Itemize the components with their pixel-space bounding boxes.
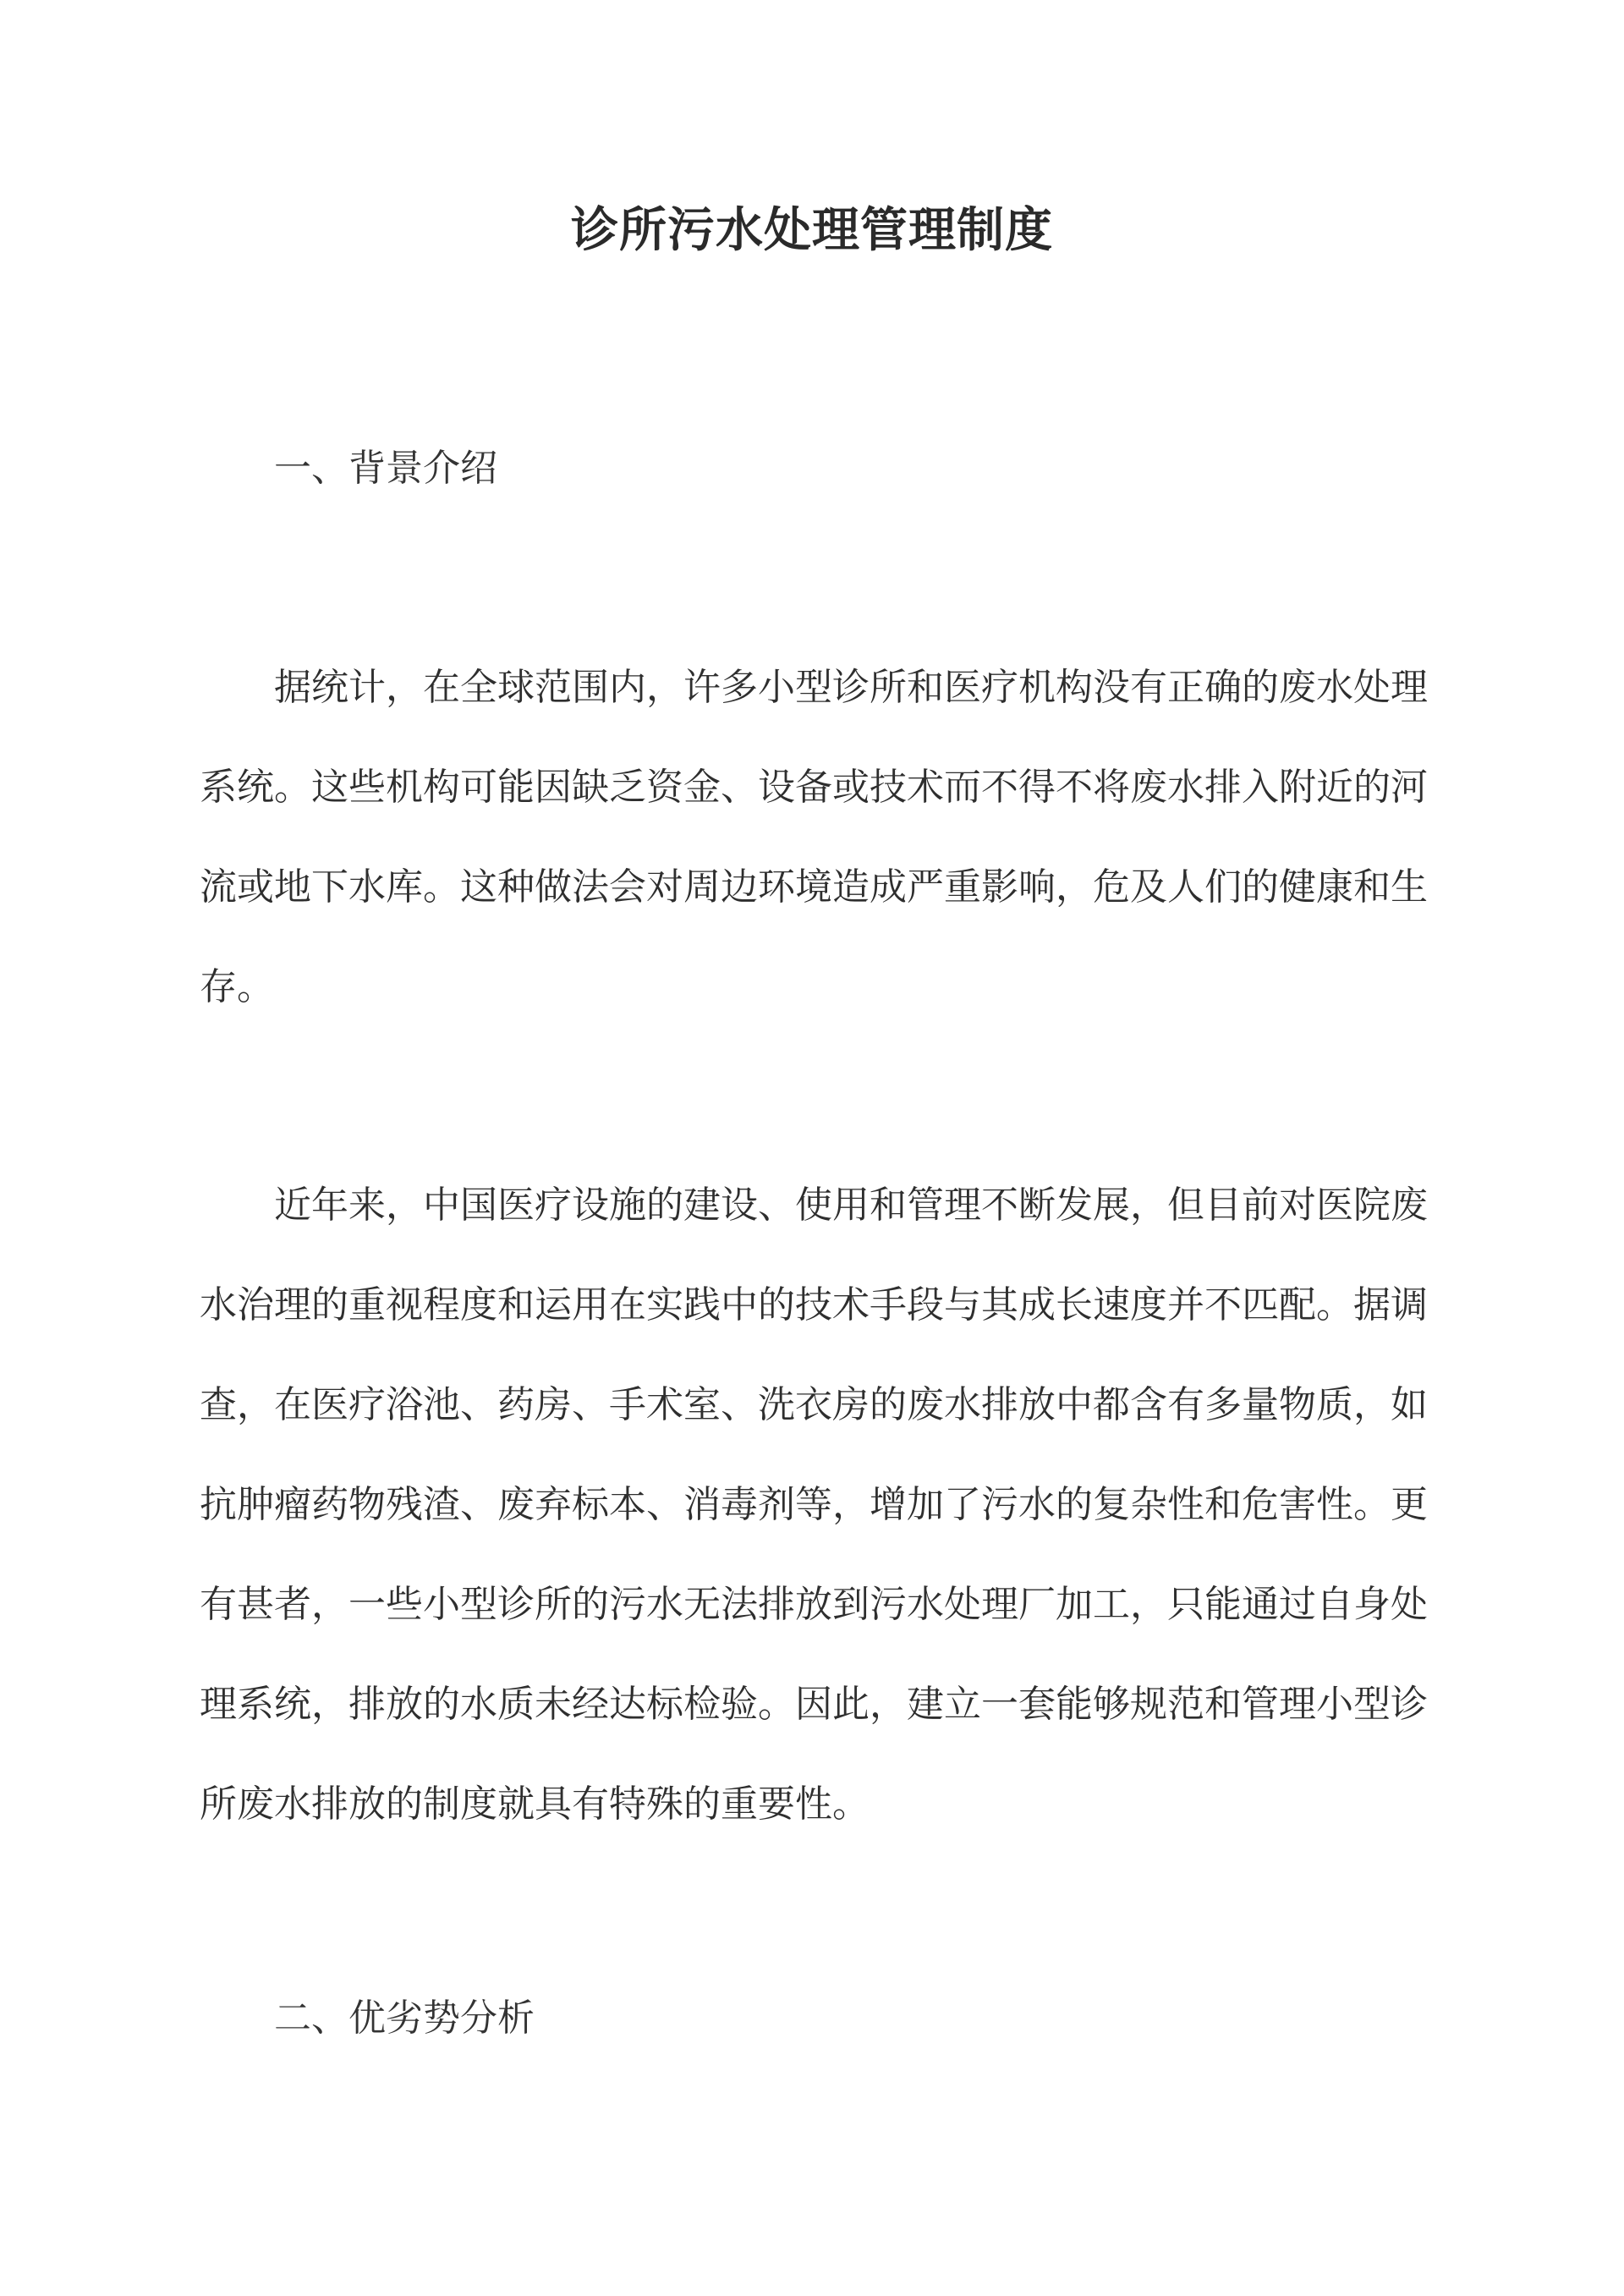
section-heading-swot: 二、优劣势分析 (274, 1997, 535, 2040)
section-heading-background: 一、背景介绍 (274, 447, 497, 490)
paragraph-background-2: 近年来，中国医疗设施的建设、使用和管理不断发展，但目前对医院废水治理的重视程度和运用在实践中的技术手段与其成长速度并不匹配。据调查，在医疗浴池、药房、手术室、洗衣房的废水排放中都含有多量物质，如抗肿瘤药物残渣、废弃标本、消毒剂等，增加了污水的复杂性和危害性。更有甚者，一些小型诊所的污水无法排放到污水处理厂加工，只能通过自身处理系统，排放的水质未经达标检验。因此，建立一套能够规范和管理小型诊所废水排放的制度就具有特殊的重要性。 (200, 1184, 1428, 1826)
document-title: 诊所污水处理管理制度 (571, 202, 1053, 258)
paragraph-background-1: 据统计，在全球范围内，许多小型诊所和医疗机构没有正确的废水处理系统。这些机构可能因缺乏资金、设备或技术而不得不将废水排入附近的河流或地下水库。这种做法会对周边环境造成严重影响，危及人们的健康和生存。 (200, 666, 1428, 1008)
